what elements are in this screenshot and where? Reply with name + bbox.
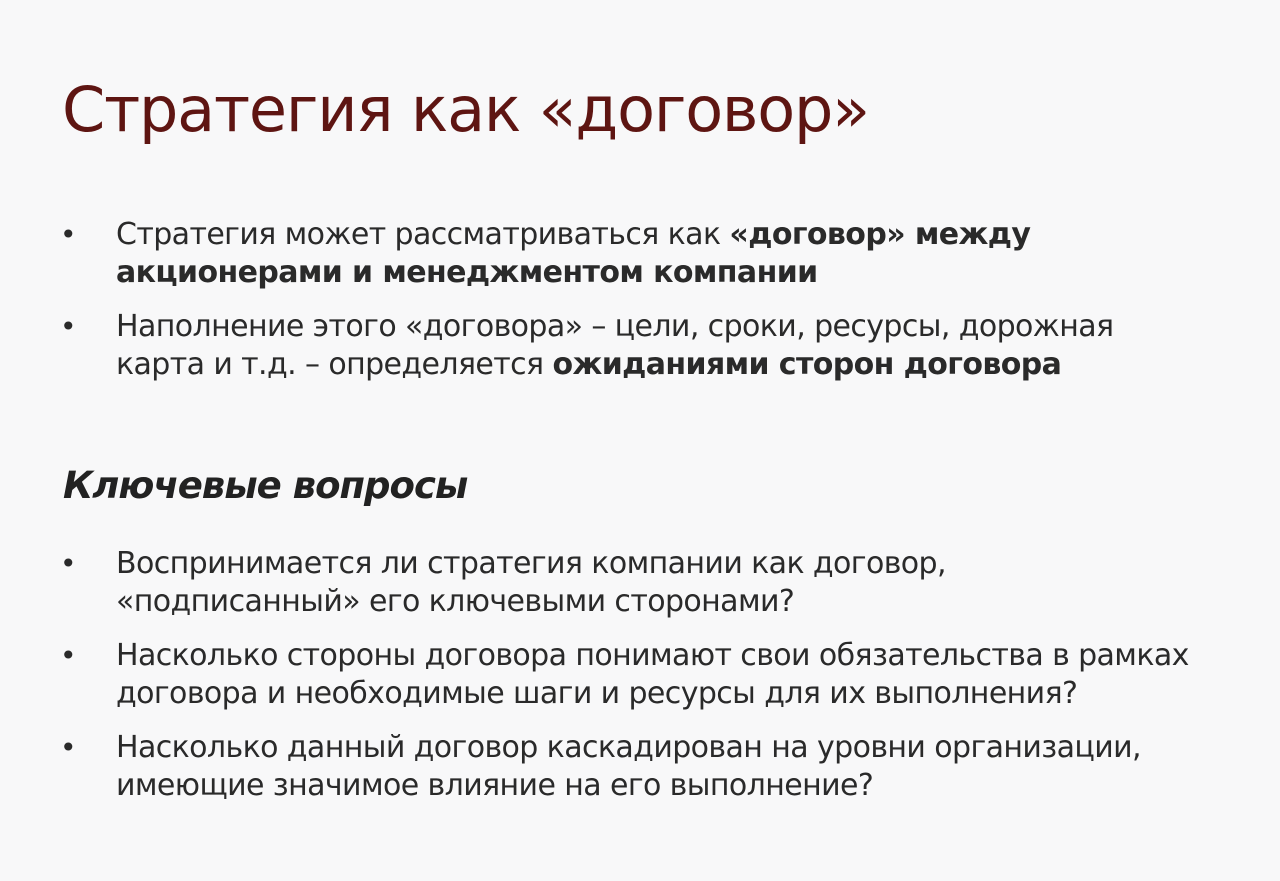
slide-title: Стратегия как «договор» [62, 73, 869, 146]
section-subtitle: Ключевые вопросы [63, 464, 468, 507]
bullet-text: Насколько стороны договора понимают свои обязательства в рамках [116, 638, 1189, 673]
bullet-marker: • [60, 731, 76, 764]
bullet-marker: • [60, 639, 76, 672]
bullet-emphasis: акционерами и менеджментом компании [116, 255, 818, 290]
bullet-text: «подписанный» его ключевыми сторонами? [116, 584, 795, 619]
bullet-emphasis: «договор» между [729, 217, 1031, 252]
bullet-emphasis: ожиданиями сторон договора [552, 347, 1062, 382]
bullet-text: Наполнение этого «договора» – цели, сроки, ресурсы, дорожная [116, 309, 1114, 344]
bullet-marker: • [60, 310, 76, 343]
list-item [0, 216, 1113, 292]
strategy-bullet-list [0, 216, 1113, 384]
bullet-line [116, 216, 1113, 254]
key-questions-list [0, 545, 1189, 805]
list-item [0, 545, 1189, 621]
bullet-marker: • [60, 218, 76, 251]
bullet-text: договора и необходимые шаги и ресурсы для их выполнения? [116, 676, 1078, 711]
bullet-text: Воспринимается ли стратегия компании как договор, [116, 546, 946, 581]
bullet-marker: • [60, 547, 76, 580]
bullet-text: имеющие значимое влияние на его выполнение? [116, 768, 874, 803]
bullet-line [116, 346, 1113, 384]
list-item [0, 637, 1189, 713]
bullet-text: Насколько данный договор каскадирован на уровни организации, [116, 730, 1141, 765]
list-item [0, 729, 1189, 805]
bullet-text: карта и т.д. – определяется [116, 347, 553, 382]
bullet-text: Стратегия может рассматриваться как [116, 217, 730, 252]
list-item [0, 308, 1113, 384]
